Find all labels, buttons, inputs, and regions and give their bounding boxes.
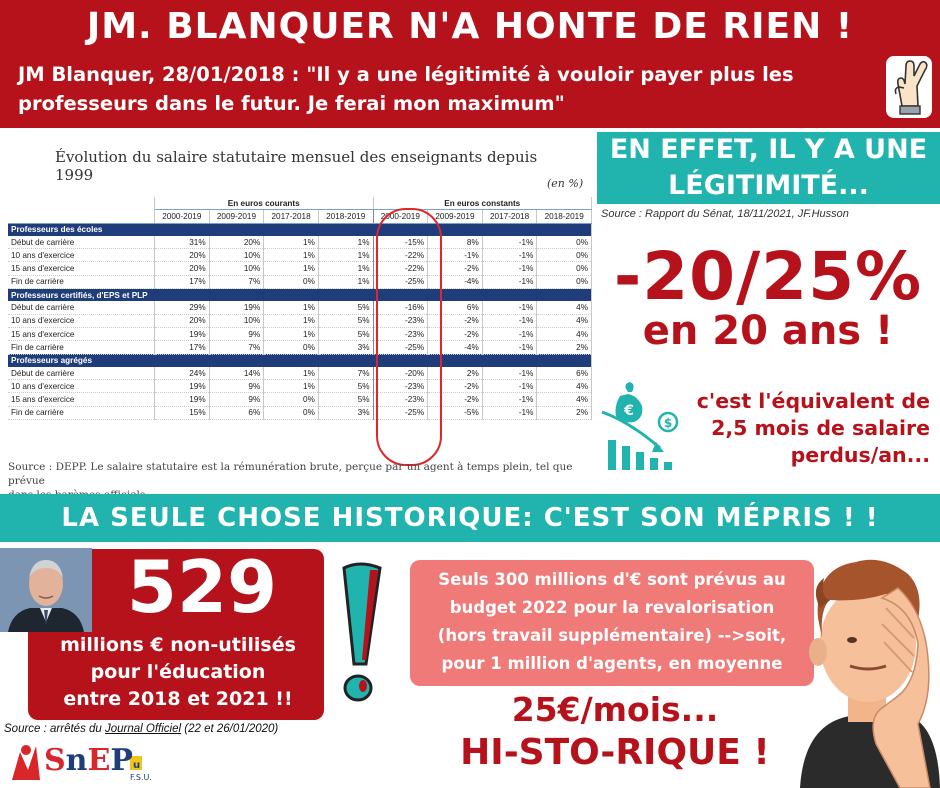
table-cell: 7% bbox=[318, 367, 373, 380]
minister-photo bbox=[0, 548, 92, 632]
table-cell: -1% bbox=[482, 249, 537, 262]
table-section-row bbox=[8, 223, 592, 236]
table-cell: 20% bbox=[155, 262, 210, 275]
legitimacy-line-1: EN EFFET, IL Y A UNE bbox=[609, 134, 928, 165]
table-cell: 2% bbox=[428, 367, 483, 380]
table-cell: 4% bbox=[537, 301, 592, 314]
facepalm-man-illustration bbox=[790, 548, 940, 788]
legitimacy-line-2: LÉGITIMITÉ... bbox=[668, 170, 869, 201]
section-title: Professeurs agrégés bbox=[8, 354, 592, 367]
svg-text:u: u bbox=[133, 760, 141, 771]
table-cell: 17% bbox=[155, 341, 210, 354]
period-header: 2018-2019 bbox=[537, 210, 592, 223]
row-label: Début de carrière bbox=[8, 367, 155, 380]
table-cell: -4% bbox=[428, 275, 483, 288]
table-cell: 24% bbox=[155, 367, 210, 380]
table-cell: 7% bbox=[209, 275, 264, 288]
logo-letter: P bbox=[110, 743, 133, 778]
table-cell: -23% bbox=[373, 393, 428, 406]
table-cell: 5% bbox=[318, 393, 373, 406]
unused-funds-text bbox=[30, 632, 326, 713]
table-row bbox=[8, 314, 592, 327]
table-cell: -25% bbox=[373, 341, 428, 354]
table-cell: 0% bbox=[264, 406, 319, 419]
table-cell: 4% bbox=[537, 314, 592, 327]
table-cell: 0% bbox=[537, 275, 592, 288]
table-cell: 1% bbox=[264, 236, 319, 249]
table-cell: -1% bbox=[428, 249, 483, 262]
table-cell: 1% bbox=[318, 262, 373, 275]
senate-source: Source : Rapport du Sénat, 18/11/2021, JF.Husson bbox=[601, 208, 849, 220]
table-cell: 4% bbox=[537, 393, 592, 406]
table-cell: -1% bbox=[482, 367, 537, 380]
table-cell: 5% bbox=[318, 314, 373, 327]
svg-text:€: € bbox=[624, 403, 634, 419]
table-group-header bbox=[8, 197, 592, 210]
section-title: Professeurs certifiés, d'EPS et PLP bbox=[8, 289, 592, 302]
table-cell: 14% bbox=[209, 367, 264, 380]
table-cell: -22% bbox=[373, 249, 428, 262]
table-cell: 1% bbox=[264, 262, 319, 275]
table-cell: 19% bbox=[209, 301, 264, 314]
table-cell: 1% bbox=[264, 367, 319, 380]
budget-line-4: pour 1 million d'agents, en moyenne bbox=[441, 654, 783, 673]
table-cell: 0% bbox=[264, 393, 319, 406]
table-cell: 5% bbox=[318, 301, 373, 314]
table-cell: -25% bbox=[373, 275, 428, 288]
table-cell: -2% bbox=[428, 262, 483, 275]
table-cell: 19% bbox=[155, 327, 210, 340]
table-cell: -1% bbox=[482, 380, 537, 393]
table-cell: 20% bbox=[209, 236, 264, 249]
row-label: Fin de carrière bbox=[8, 341, 155, 354]
logo-letter: S bbox=[44, 743, 66, 778]
logo-letter: E bbox=[87, 743, 111, 778]
table-cell: -25% bbox=[373, 406, 428, 419]
table-cell: 10% bbox=[209, 249, 264, 262]
row-label: 10 ans d'exercice bbox=[8, 314, 155, 327]
table-cell: 19% bbox=[155, 393, 210, 406]
table-row bbox=[8, 249, 592, 262]
table-cell: 9% bbox=[209, 380, 264, 393]
table-cell: 20% bbox=[155, 249, 210, 262]
table-cell: 9% bbox=[209, 327, 264, 340]
salary-table bbox=[8, 197, 592, 420]
budget-line-2: budget 2022 pour la revalorisation bbox=[449, 598, 775, 617]
source-suffix: (22 et 26/01/2020) bbox=[181, 723, 279, 735]
table-row bbox=[8, 406, 592, 419]
period-header: 2000-2019 bbox=[155, 210, 210, 223]
table-cell: 1% bbox=[318, 275, 373, 288]
table-cell: 4% bbox=[537, 380, 592, 393]
table-cell: -2% bbox=[428, 380, 483, 393]
row-label: 10 ans d'exercice bbox=[8, 380, 155, 393]
table-cell: -16% bbox=[373, 301, 428, 314]
table-cell: 29% bbox=[155, 301, 210, 314]
table-cell: -20% bbox=[373, 367, 428, 380]
table-cell: 2% bbox=[537, 341, 592, 354]
row-label: Début de carrière bbox=[8, 236, 155, 249]
journal-officiel-text: Journal Officiel bbox=[105, 723, 182, 735]
table-cell: 1% bbox=[264, 301, 319, 314]
table-row bbox=[8, 380, 592, 393]
table-row bbox=[8, 341, 592, 354]
table-cell: 7% bbox=[209, 341, 264, 354]
table-cell: 1% bbox=[264, 249, 319, 262]
budget-line-3: (hors travail supplémentaire) -->soit, bbox=[437, 626, 787, 645]
table-cell: -2% bbox=[428, 314, 483, 327]
table-cell: -2% bbox=[428, 327, 483, 340]
table-cell: 5% bbox=[318, 380, 373, 393]
table-cell: 15% bbox=[155, 406, 210, 419]
table-cell: 6% bbox=[537, 367, 592, 380]
table-cell: 5% bbox=[318, 327, 373, 340]
period-header: 2018-2019 bbox=[318, 210, 373, 223]
row-label: Fin de carrière bbox=[8, 275, 155, 288]
legitimacy-text bbox=[597, 132, 940, 204]
table-cell: -22% bbox=[373, 262, 428, 275]
table-row bbox=[8, 327, 592, 340]
unused-line-2: pour l'éducation bbox=[90, 661, 266, 683]
table-cell: -1% bbox=[482, 301, 537, 314]
table-cell: -1% bbox=[482, 314, 537, 327]
table-cell: 8% bbox=[428, 236, 483, 249]
unused-millions-number: 529 bbox=[126, 545, 278, 629]
unused-line-1: millions € non-utilisés bbox=[60, 634, 296, 656]
main-title: JM. BLANQUER N'A HONTE DE RIEN ! bbox=[86, 6, 854, 47]
table-unit: (en %) bbox=[547, 177, 584, 190]
table-cell: -1% bbox=[482, 327, 537, 340]
table-cell: 0% bbox=[264, 341, 319, 354]
table-row bbox=[8, 301, 592, 314]
table-cell: 31% bbox=[155, 236, 210, 249]
table-cell: 1% bbox=[318, 236, 373, 249]
period-header-row bbox=[8, 210, 592, 223]
table-section-row bbox=[8, 289, 592, 302]
table-cell: 3% bbox=[318, 341, 373, 354]
section-title: Professeurs des écoles bbox=[8, 223, 592, 236]
group-current-euros: En euros courants bbox=[155, 197, 374, 210]
crossed-fingers-icon bbox=[884, 54, 934, 120]
table-cell: 0% bbox=[264, 275, 319, 288]
period-header: 2017-2018 bbox=[264, 210, 319, 223]
table-cell: 10% bbox=[209, 262, 264, 275]
row-label: 15 ans d'exercice bbox=[8, 262, 155, 275]
table-cell: 10% bbox=[209, 314, 264, 327]
table-cell: -15% bbox=[373, 236, 428, 249]
table-cell: 0% bbox=[537, 236, 592, 249]
row-label: 10 ans d'exercice bbox=[8, 249, 155, 262]
snep-logo-text bbox=[44, 743, 133, 778]
table-cell: 19% bbox=[155, 380, 210, 393]
monthly-amount: 25€/mois... bbox=[511, 690, 719, 729]
unused-line-3: entre 2018 et 2021 !! bbox=[63, 688, 293, 710]
row-label: 15 ans d'exercice bbox=[8, 393, 155, 406]
table-section-row bbox=[8, 354, 592, 367]
logo-letter: n bbox=[65, 743, 88, 778]
table-cell: -1% bbox=[482, 262, 537, 275]
exclamation-icon bbox=[330, 560, 390, 710]
table-row bbox=[8, 393, 592, 406]
table-cell: -23% bbox=[373, 380, 428, 393]
table-cell: 1% bbox=[264, 327, 319, 340]
table-cell: -1% bbox=[482, 406, 537, 419]
table-cell: -23% bbox=[373, 314, 428, 327]
period-header: 2009-2019 bbox=[428, 210, 483, 223]
equivalent-text bbox=[674, 388, 930, 469]
logo-subtext: F.S.U. bbox=[130, 773, 152, 782]
table-cell: -23% bbox=[373, 327, 428, 340]
row-label: Début de carrière bbox=[8, 301, 155, 314]
equivalent-line-1: c'est l'équivalent de bbox=[696, 389, 930, 413]
loss-percentage: -20/25% bbox=[613, 238, 923, 315]
table-cell: -2% bbox=[428, 393, 483, 406]
quote-line-1: JM Blanquer, 28/01/2018 : "Il y a une légitimité à vouloir payer plus les bbox=[18, 63, 794, 86]
row-label: 15 ans d'exercice bbox=[8, 327, 155, 340]
table-cell: -5% bbox=[428, 406, 483, 419]
table-row bbox=[8, 236, 592, 249]
svg-text:$: $ bbox=[663, 416, 673, 430]
table-cell: -1% bbox=[482, 341, 537, 354]
table-cell: 4% bbox=[537, 327, 592, 340]
period-header: 2009-2019 bbox=[209, 210, 264, 223]
table-cell: 1% bbox=[264, 314, 319, 327]
group-constant-euros: En euros constants bbox=[373, 197, 592, 210]
historic-text: HI-STO-RIQUE ! bbox=[460, 732, 770, 773]
blanquer-quote bbox=[18, 60, 878, 118]
source-prefix: Source : arrêtés du bbox=[4, 723, 105, 735]
contempt-text: LA SEULE CHOSE HISTORIQUE: C'EST SON MÉPRIS ! ! bbox=[61, 503, 879, 533]
table-cell: -1% bbox=[482, 275, 537, 288]
table-cell: 6% bbox=[428, 301, 483, 314]
table-row bbox=[8, 262, 592, 275]
period-header: 2017-2018 bbox=[482, 210, 537, 223]
budget-line-1: Seuls 300 millions d'€ sont prévus au bbox=[438, 570, 786, 589]
table-cell: 3% bbox=[318, 406, 373, 419]
period-header: 2000-2019 bbox=[373, 210, 428, 223]
table-cell: 6% bbox=[209, 406, 264, 419]
loss-period: en 20 ans ! bbox=[642, 308, 894, 354]
row-label: Fin de carrière bbox=[8, 406, 155, 419]
table-cell: 9% bbox=[209, 393, 264, 406]
table-row bbox=[8, 275, 592, 288]
equivalent-line-2: 2,5 mois de salaire bbox=[711, 416, 930, 440]
table-cell: 1% bbox=[318, 249, 373, 262]
table-cell: 2% bbox=[537, 406, 592, 419]
table-cell: 1% bbox=[264, 380, 319, 393]
table-cell: 0% bbox=[537, 262, 592, 275]
budget-text bbox=[414, 566, 810, 678]
table-cell: 20% bbox=[155, 314, 210, 327]
table-cell: -1% bbox=[482, 236, 537, 249]
official-journal-source bbox=[4, 723, 278, 735]
table-note-line-1: Source : DEPP. Le salaire statutaire est la rémunération brute, perçue par un agent à temps plein, tel que prévue bbox=[8, 461, 573, 487]
table-cell: 17% bbox=[155, 275, 210, 288]
table-cell: 0% bbox=[537, 249, 592, 262]
table-row bbox=[8, 367, 592, 380]
equivalent-line-3: perdus/an... bbox=[790, 443, 930, 467]
highlight-circle bbox=[376, 208, 442, 466]
table-title: Évolution du salaire statutaire mensuel des enseignants depuis 1999 bbox=[55, 148, 538, 184]
table-cell: -4% bbox=[428, 341, 483, 354]
quote-line-2: professeurs dans le futur. Je ferai mon maximum" bbox=[18, 92, 565, 115]
table-cell: -1% bbox=[482, 393, 537, 406]
